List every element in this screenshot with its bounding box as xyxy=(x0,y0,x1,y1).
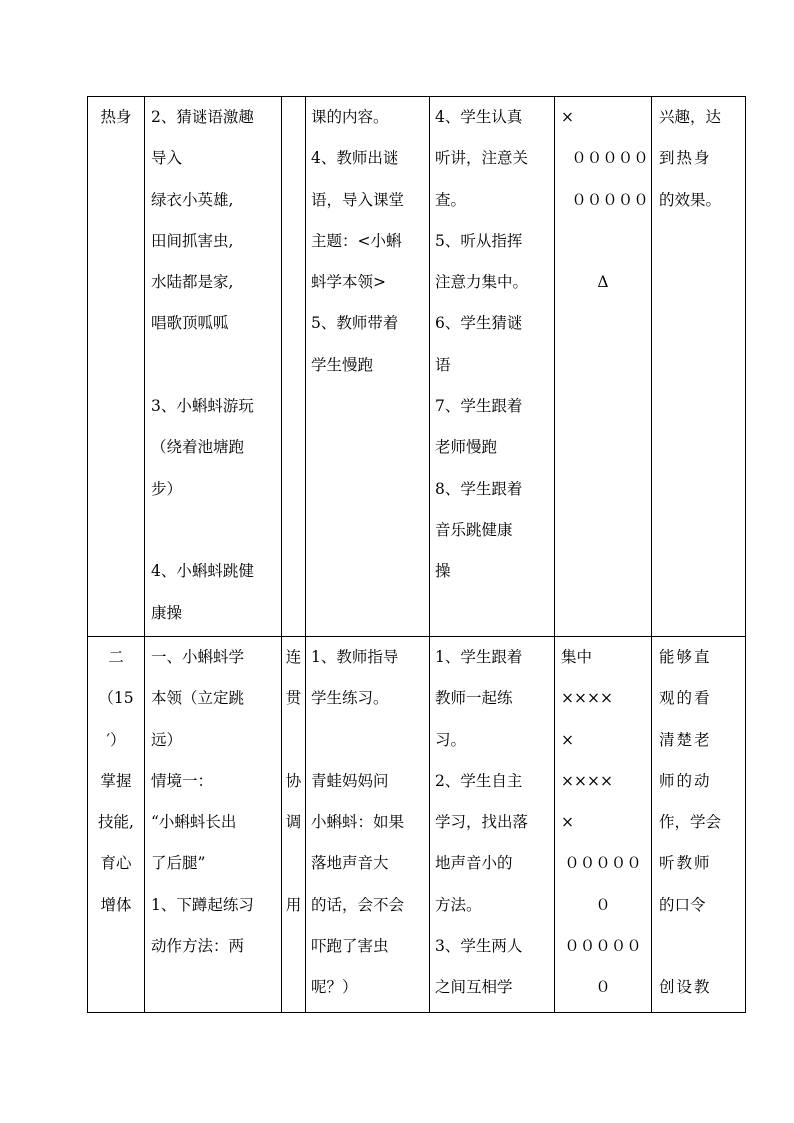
formation-line: 集中 xyxy=(561,648,593,666)
spacer xyxy=(659,926,745,967)
content-line: 唱歌顶呱呱 xyxy=(151,314,229,333)
student-activity-cell xyxy=(430,97,555,637)
formation-line: × xyxy=(561,813,574,832)
student-line: 老师慢跑 xyxy=(435,438,498,457)
teacher-line: 吓跑了害虫 xyxy=(311,937,389,956)
phase-line: （15 xyxy=(98,689,134,708)
phase-line: 掌握 xyxy=(100,771,132,790)
student-line: 1、学生跟着 xyxy=(435,648,523,666)
student-line: 听讲，注意关 xyxy=(435,149,529,168)
content-line: 动作方法：两 xyxy=(151,937,245,956)
lesson-plan-table xyxy=(87,96,746,1013)
content-line: 一、小蝌蚪学 xyxy=(151,648,245,666)
phase-cell xyxy=(88,97,145,637)
student-line: 7、学生跟着 xyxy=(435,397,523,416)
content-line: “小蝌蚪长出 xyxy=(151,813,237,832)
formation-line: × xyxy=(561,108,574,126)
content-line: 3、小蝌蚪游玩 xyxy=(151,397,254,416)
formation-line: ×××× xyxy=(561,689,613,708)
content-line: 4、小蝌蚪跳健 xyxy=(151,562,254,581)
student-line: 2、学生自主 xyxy=(435,771,523,790)
student-line: 音乐跳健康 xyxy=(435,520,513,539)
content-line: 1、下蹲起练习 xyxy=(151,895,254,914)
spacer xyxy=(151,510,281,551)
content-line: 2、猜谜语激趣 xyxy=(151,108,254,126)
formation-line: ０００００ xyxy=(571,149,649,168)
teacher-position-mark: Δ xyxy=(597,273,609,292)
student-line: 之间互相学 xyxy=(435,978,513,997)
content-line: 水陆都是家, xyxy=(151,273,234,292)
teacher-line: 呢？） xyxy=(311,978,358,997)
goal-line: 的效果。 xyxy=(659,190,722,209)
student-line: 习。 xyxy=(435,730,467,749)
spacer xyxy=(282,843,305,884)
ability-char: 用 xyxy=(285,895,302,914)
student-line: 4、学生认真 xyxy=(435,108,523,126)
formation-line: ０ xyxy=(595,895,611,914)
goal-cell xyxy=(652,637,746,1013)
content-line: （绕着池塘跑 xyxy=(151,438,245,457)
teacher-line: 4、教师出谜 xyxy=(311,149,399,168)
student-line: 6、学生猜谜 xyxy=(435,314,523,333)
teacher-line: 5、教师带着 xyxy=(311,314,399,333)
goal-cell xyxy=(652,97,746,637)
teacher-line: 青蛙妈妈问 xyxy=(311,771,389,790)
goal-line: 创设教 xyxy=(659,978,712,997)
goal-line: 作，学会 xyxy=(659,813,722,832)
phase-label: 热身 xyxy=(100,108,132,126)
formation-line: ０００００ xyxy=(564,937,642,956)
formation-line: ×××× xyxy=(561,771,613,790)
teacher-line: 蚪学本领> xyxy=(311,273,386,292)
goal-line: 到热身 xyxy=(659,149,712,168)
spacer xyxy=(555,221,651,262)
teacher-line: 的话，会不会 xyxy=(311,895,405,914)
content-line: 田间抓害虫, xyxy=(151,231,234,250)
teacher-line: 主题：<小蝌 xyxy=(311,231,402,250)
table-row-warmup xyxy=(88,97,746,637)
student-line: 方法。 xyxy=(435,895,482,914)
phase-line: ′） xyxy=(106,730,126,749)
phase-line: 增体 xyxy=(100,895,132,914)
formation-cell xyxy=(555,97,652,637)
teacher-line: 学生慢跑 xyxy=(311,355,374,374)
formation-line: ０ xyxy=(595,978,611,997)
student-line: 语 xyxy=(435,355,451,374)
student-line: 5、听从指挥 xyxy=(435,231,523,250)
content-line: 绿衣小英雄, xyxy=(151,190,234,209)
goal-line: 师的动 xyxy=(659,771,712,790)
teacher-line: 课的内容。 xyxy=(311,108,389,126)
student-line: 查。 xyxy=(435,190,467,209)
ability-cell xyxy=(282,97,306,637)
spacer xyxy=(311,720,429,761)
goal-line: 兴趣，达 xyxy=(659,108,722,126)
teacher-activity-cell xyxy=(306,97,430,637)
teacher-line: 学生练习。 xyxy=(311,689,389,708)
content-line: 远） xyxy=(151,730,183,749)
goal-line: 清楚老 xyxy=(659,730,712,749)
spacer xyxy=(282,720,305,761)
teacher-line: 落地声音大 xyxy=(311,854,389,873)
student-line: 注意力集中。 xyxy=(435,273,529,292)
content-cell xyxy=(145,637,282,1013)
content-line: 了后腿” xyxy=(151,854,206,873)
phase-line: 二 xyxy=(108,648,124,666)
phase-line: 技能, xyxy=(98,813,134,832)
content-line: 本领（立定跳 xyxy=(151,689,245,708)
spacer xyxy=(151,345,281,386)
teacher-line: 语，导入课堂 xyxy=(311,190,405,209)
student-activity-cell xyxy=(430,637,555,1013)
ability-char: 调 xyxy=(285,813,302,832)
student-line: 学习，找出落 xyxy=(435,813,529,832)
ability-cell xyxy=(282,637,306,1013)
ability-char: 贯 xyxy=(285,689,302,708)
content-line: 康操 xyxy=(151,603,183,622)
content-line: 导入 xyxy=(151,149,183,168)
ability-char: 协 xyxy=(285,771,302,790)
teacher-line: 小蝌蚪：如果 xyxy=(311,813,405,832)
phase-line: 育心 xyxy=(100,854,132,873)
formation-line: × xyxy=(561,730,574,749)
student-line: 操 xyxy=(435,562,451,581)
student-line: 3、学生两人 xyxy=(435,937,523,956)
formation-cell xyxy=(555,637,652,1013)
formation-line: ０００００ xyxy=(564,854,642,873)
content-line: 情境一： xyxy=(151,771,214,790)
content-line: 步） xyxy=(151,479,183,498)
goal-line: 听教师 xyxy=(659,854,712,873)
table-row-skill xyxy=(88,637,746,1013)
ability-char: 连 xyxy=(285,648,302,666)
goal-line: 观的看 xyxy=(659,689,712,708)
goal-line: 的口令 xyxy=(659,895,706,914)
content-cell xyxy=(145,97,282,637)
teacher-line: 1、教师指导 xyxy=(311,648,399,666)
student-line: 8、学生跟着 xyxy=(435,479,523,498)
student-line: 教师一起练 xyxy=(435,689,513,708)
student-line: 地声音小的 xyxy=(435,854,513,873)
goal-line: 能够直 xyxy=(659,648,712,666)
teacher-activity-cell xyxy=(306,637,430,1013)
formation-line: ０００００ xyxy=(571,190,649,209)
phase-cell xyxy=(88,637,145,1013)
